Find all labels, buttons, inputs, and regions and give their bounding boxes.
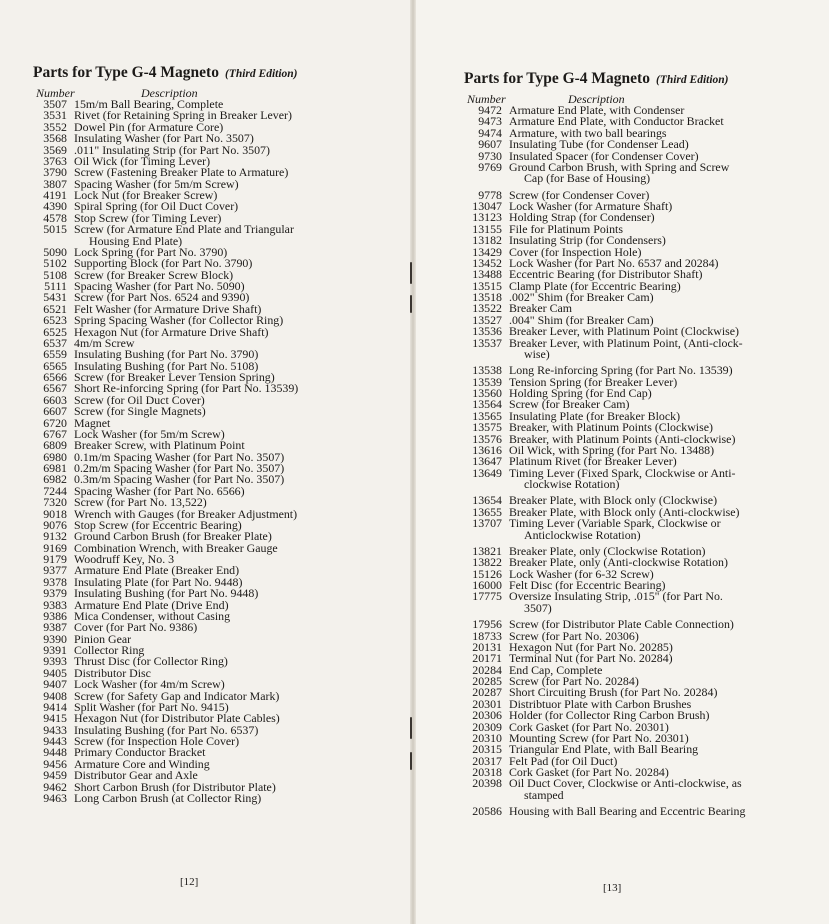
left-page-title bbox=[33, 64, 403, 82]
part-number: 4191 bbox=[43, 188, 67, 202]
part-description: Lock Washer (for Armature Shaft) bbox=[509, 199, 673, 213]
part-number: 18733 bbox=[472, 628, 502, 643]
part-description: Breaker Plate, only (Anti-clockwise Rotation) bbox=[509, 555, 728, 570]
part-number: 13564 bbox=[472, 397, 502, 412]
part-number: 13182 bbox=[472, 233, 502, 248]
part-number: 20310 bbox=[472, 730, 502, 745]
part-number: 20284 bbox=[472, 662, 502, 677]
part-description: Mica Condenser, without Casing bbox=[74, 608, 231, 623]
right-parts-list bbox=[464, 105, 816, 818]
part-description: Long Re-inforcing Spring (for Part No. 13539) bbox=[509, 363, 733, 378]
part-number: 6521 bbox=[43, 301, 67, 316]
part-number: 9378 bbox=[43, 574, 67, 589]
part-number: 9730 bbox=[478, 148, 502, 163]
part-description: Insulating Bushing (for Part No. 5108) bbox=[74, 358, 259, 373]
part-number: 9377 bbox=[43, 563, 67, 578]
part-description: Distribtuor Plate with Carbon Brushes bbox=[509, 696, 692, 711]
part-description: Screw (for Armature End Plate and Triangular bbox=[74, 222, 294, 237]
binding-staple-top bbox=[410, 262, 412, 284]
part-number: 6982 bbox=[43, 472, 67, 487]
part-description: Lock Washer (for 4m/m Screw) bbox=[74, 677, 225, 692]
part-description: Spacing Washer (for 5m/m Screw) bbox=[74, 176, 239, 191]
part-number: 3807 bbox=[43, 176, 67, 191]
part-number: 13488 bbox=[472, 267, 502, 282]
part-description: Screw (for Safety Gap and Indicator Mark) bbox=[74, 688, 280, 703]
part-description: Armature End Plate (Breaker End) bbox=[74, 563, 240, 578]
part-number: 4578 bbox=[43, 210, 67, 225]
part-description: Screw (for Breaker Lever Tension Spring) bbox=[74, 370, 275, 384]
part-number: 9408 bbox=[43, 688, 67, 703]
part-description: .004" Shim (for Breaker Cam) bbox=[509, 312, 654, 327]
part-number: 9386 bbox=[43, 608, 67, 623]
part-number: 9407 bbox=[43, 677, 67, 692]
part-number: 13565 bbox=[472, 408, 502, 423]
left-page-content bbox=[33, 64, 403, 804]
part-description: Hexagon Nut (for Armature Drive Shaft) bbox=[74, 324, 269, 339]
part-description: Oil Wick, with Spring (for Part No. 13488) bbox=[509, 442, 715, 457]
part-number: 9393 bbox=[43, 654, 67, 669]
part-description: Timing Lever (Fixed Spark, Clockwise or Anti- bbox=[509, 465, 736, 480]
part-number: 13538 bbox=[472, 363, 502, 378]
part-number: 9390 bbox=[43, 631, 67, 646]
left-page bbox=[0, 0, 414, 924]
part-description: Breaker Lever, with Platinum Point, (Anti-clock- bbox=[509, 335, 743, 350]
part-number: 13537 bbox=[472, 335, 502, 350]
part-description: Timing Lever (Variable Spark, Clockwise or bbox=[509, 516, 721, 531]
part-description: Thrust Disc (for Collector Ring) bbox=[74, 654, 228, 669]
part-description: Woodruff Key, No. 3 bbox=[74, 552, 175, 566]
part-description: Platinum Rivet (for Breaker Lever) bbox=[509, 454, 677, 469]
part-number: 13429 bbox=[472, 244, 502, 259]
part-number: 9433 bbox=[43, 722, 67, 737]
part-description: 15m/m Ball Bearing, Complete bbox=[74, 97, 224, 111]
part-number: 13518 bbox=[472, 290, 502, 304]
part-description: Insulating Strip (for Condensers) bbox=[509, 233, 666, 248]
part-number: 20318 bbox=[472, 765, 502, 779]
part-description-continued: stamped bbox=[524, 787, 564, 802]
part-description: Rivet (for Retaining Spring in Breaker Lever) bbox=[74, 108, 292, 123]
left-column-header bbox=[33, 88, 403, 99]
part-description: Short Circuiting Brush (for Part No. 20284) bbox=[509, 685, 718, 700]
part-number: 6566 bbox=[43, 370, 67, 384]
part-description: Screw (for Part No. 13,522) bbox=[74, 495, 207, 510]
part-number: 3569 bbox=[43, 142, 67, 157]
part-number: 9179 bbox=[43, 552, 67, 566]
right-description-header: Description bbox=[568, 92, 625, 106]
part-description: 0.1m/m Spacing Washer (for Part No. 3507) bbox=[74, 449, 285, 464]
part-description-continued: clockwise Rotation) bbox=[524, 477, 620, 491]
part-description: Armature, with two ball bearings bbox=[509, 125, 667, 140]
part-description: Distributor Gear and Axle bbox=[74, 768, 198, 783]
binding-staple-lower bbox=[410, 717, 412, 739]
part-number: 6720 bbox=[43, 415, 67, 430]
part-description: Armature End Plate (Drive End) bbox=[74, 597, 229, 612]
part-description: Distributor Disc bbox=[74, 665, 151, 680]
part-description: Screw (for Part No. 20284) bbox=[509, 674, 639, 688]
part-number: 5102 bbox=[43, 256, 67, 271]
part-number: 9405 bbox=[43, 665, 67, 680]
part-number: 13155 bbox=[472, 221, 502, 236]
part-description: Screw (for Distributor Plate Cable Connection) bbox=[509, 617, 734, 632]
part-number: 3568 bbox=[43, 131, 67, 146]
part-number: 9778 bbox=[478, 187, 502, 202]
part-description: Hexagon Nut (for Part No. 20285) bbox=[509, 639, 673, 654]
part-number: 20131 bbox=[472, 639, 502, 654]
part-number: 9415 bbox=[43, 711, 67, 726]
left-title-text: Parts for Type G-4 Magneto bbox=[33, 64, 219, 81]
part-description: Cork Gasket (for Part No. 20301) bbox=[509, 719, 669, 734]
part-number: 9456 bbox=[43, 756, 67, 771]
part-number: 6981 bbox=[43, 461, 67, 475]
part-description: File for Platinum Points bbox=[509, 221, 623, 236]
part-number: 3531 bbox=[43, 108, 67, 123]
part-description: Stop Screw (for Timing Lever) bbox=[74, 210, 222, 225]
part-description: Oil Wick (for Timing Lever) bbox=[74, 153, 211, 168]
part-description: Oil Duct Cover, Clockwise or Anti-clockwise, as bbox=[509, 776, 742, 791]
part-description: .002" Shim (for Breaker Cam) bbox=[509, 290, 654, 304]
left-part-row bbox=[33, 790, 403, 805]
part-number: 13539 bbox=[472, 374, 502, 389]
right-part-row bbox=[464, 591, 816, 602]
part-description: Spiral Spring (for Oil Duct Cover) bbox=[74, 199, 239, 214]
part-description: Screw (for Breaker Screw Block) bbox=[74, 267, 234, 282]
part-description: Wrench with Gauges (for Breaker Adjustment) bbox=[74, 506, 298, 521]
part-number: 6603 bbox=[43, 392, 67, 407]
part-number: 13123 bbox=[472, 210, 502, 225]
part-description: Breaker Plate, with Block only (Anti-clockwise) bbox=[509, 504, 740, 519]
right-edition-label: (Third Edition) bbox=[655, 74, 729, 86]
part-number: 9462 bbox=[43, 779, 67, 794]
part-number: 9769 bbox=[478, 159, 502, 174]
part-number: 13047 bbox=[472, 199, 502, 213]
part-number: 9018 bbox=[43, 506, 67, 521]
left-edition-label: (Third Edition) bbox=[224, 68, 298, 80]
binding-staple-upper bbox=[410, 295, 412, 313]
part-description: Pinion Gear bbox=[74, 631, 132, 646]
right-part-row bbox=[464, 806, 816, 817]
part-number: 5111 bbox=[44, 279, 67, 293]
part-description-continued: 3507) bbox=[524, 600, 552, 615]
part-description: Lock Washer (for 6-32 Screw) bbox=[509, 566, 654, 581]
part-number: 9607 bbox=[478, 137, 502, 152]
part-number: 6980 bbox=[43, 449, 67, 464]
part-description: 4m/m Screw bbox=[74, 335, 135, 350]
part-number: 3763 bbox=[43, 153, 67, 168]
part-number: 5090 bbox=[43, 244, 67, 259]
part-number: 9391 bbox=[43, 643, 67, 657]
part-description: Stop Screw (for Eccentric Bearing) bbox=[74, 517, 242, 532]
part-number: 13654 bbox=[472, 493, 502, 508]
part-number: 9169 bbox=[43, 540, 67, 555]
part-number: 20586 bbox=[472, 804, 502, 819]
part-description: Insulating Tube (for Condenser Lead) bbox=[509, 137, 689, 152]
part-description: Tension Spring (for Breaker Lever) bbox=[509, 374, 678, 389]
part-description: Oversize Insulating Strip, .015" (for Part No. bbox=[509, 589, 723, 604]
part-description: Armature Core and Winding bbox=[74, 756, 210, 771]
part-number: 13536 bbox=[472, 324, 502, 339]
part-description: Screw (for Inspection Hole Cover) bbox=[74, 734, 240, 748]
part-number: 20301 bbox=[472, 696, 502, 711]
part-description: Short Carbon Brush (for Distributor Plate) bbox=[74, 779, 276, 794]
part-number: 13647 bbox=[472, 454, 502, 469]
part-description: Ground Carbon Brush, with Spring and Screw bbox=[509, 159, 730, 174]
part-description: Mounting Screw (for Part No. 20301) bbox=[509, 730, 689, 745]
part-number: 9472 bbox=[478, 103, 502, 117]
part-number: 13655 bbox=[472, 504, 502, 519]
part-number: 6525 bbox=[43, 324, 67, 339]
part-number: 9463 bbox=[43, 790, 67, 805]
left-parts-list bbox=[33, 99, 403, 804]
right-page-number: [13] bbox=[603, 882, 622, 894]
part-number: 9459 bbox=[43, 768, 67, 783]
part-description: 0.2m/m Spacing Washer (for Part No. 3507) bbox=[74, 461, 285, 475]
part-description: Hexagon Nut (for Distributor Plate Cables) bbox=[74, 711, 280, 726]
part-number: 7320 bbox=[43, 495, 67, 510]
part-description: Short Re-inforcing Spring (for Part No. 13539) bbox=[74, 381, 299, 396]
part-description: Cover (for Inspection Hole) bbox=[509, 244, 642, 259]
right-page-content bbox=[464, 70, 816, 818]
part-number: 13515 bbox=[472, 278, 502, 293]
part-description: Housing with Ball Bearing and Eccentric Bearing bbox=[509, 804, 746, 819]
part-number: 13822 bbox=[472, 555, 502, 570]
part-description: Breaker Screw, with Platinum Point bbox=[74, 438, 245, 453]
left-page-number: [12] bbox=[180, 876, 199, 888]
part-description: Clamp Plate (for Eccentric Bearing) bbox=[509, 278, 681, 293]
part-description: Screw (for Condenser Cover) bbox=[509, 187, 650, 202]
part-description: Breaker Lever, with Platinum Point (Clockwise) bbox=[509, 324, 740, 339]
part-number: 3552 bbox=[43, 119, 67, 134]
part-number: 5108 bbox=[43, 267, 67, 282]
part-description: Armature End Plate, with Condenser bbox=[509, 103, 685, 117]
right-column-header bbox=[464, 94, 816, 105]
part-number: 6809 bbox=[43, 438, 67, 453]
part-number: 9414 bbox=[43, 699, 67, 714]
part-number: 9383 bbox=[43, 597, 67, 612]
part-number: 13452 bbox=[472, 255, 502, 270]
part-number: 9387 bbox=[43, 620, 67, 635]
part-number: 9473 bbox=[478, 114, 502, 129]
part-description: Primary Conductor Bracket bbox=[74, 745, 206, 760]
part-number: 13560 bbox=[472, 386, 502, 400]
part-number: 5015 bbox=[43, 222, 67, 237]
part-description: Insulating Bushing (for Part No. 6537) bbox=[74, 722, 259, 737]
part-description: Split Washer (for Part No. 9415) bbox=[74, 699, 229, 714]
right-part-row bbox=[464, 778, 816, 789]
part-description: Holder (for Collector Ring Carbon Brush) bbox=[509, 708, 710, 723]
part-description: Triangular End Plate, with Ball Bearing bbox=[509, 742, 699, 757]
part-description: Cork Gasket (for Part No. 20284) bbox=[509, 765, 669, 779]
part-number: 5431 bbox=[43, 290, 67, 305]
part-number: 6767 bbox=[43, 426, 67, 441]
right-part-row-continuation bbox=[464, 787, 816, 802]
part-description: Eccentric Bearing (for Distributor Shaft) bbox=[509, 267, 703, 282]
part-description: Armature End Plate, with Conductor Bracket bbox=[509, 114, 724, 129]
part-description-continued: Cap (for Base of Housing) bbox=[524, 171, 651, 186]
part-number: 15126 bbox=[472, 566, 502, 581]
book-gutter bbox=[410, 0, 416, 924]
part-description: Screw (for Part Nos. 6524 and 9390) bbox=[74, 290, 250, 305]
part-number: 9448 bbox=[43, 745, 67, 760]
part-description: Felt Pad (for Oil Duct) bbox=[509, 753, 618, 768]
part-description: Screw (for Breaker Cam) bbox=[509, 397, 630, 412]
right-page-title bbox=[464, 70, 816, 88]
part-number: 9474 bbox=[478, 125, 502, 140]
part-number: 20285 bbox=[472, 674, 502, 688]
part-description: Breaker Plate, only (Clockwise Rotation) bbox=[509, 543, 706, 558]
part-description: Cover (for Part No. 9386) bbox=[74, 620, 198, 635]
part-number: 6523 bbox=[43, 313, 67, 328]
part-number: 6559 bbox=[43, 347, 67, 362]
part-description: Insulated Spacer (for Condenser Cover) bbox=[509, 148, 699, 163]
part-description: End Cap, Complete bbox=[509, 662, 603, 677]
left-number-header: Number bbox=[36, 86, 75, 100]
part-description: Lock Washer (for Part No. 6537 and 20284) bbox=[509, 255, 719, 270]
part-description: Felt Washer (for Armature Drive Shaft) bbox=[74, 301, 262, 316]
left-description-header: Description bbox=[141, 86, 198, 100]
part-number: 3790 bbox=[43, 165, 67, 180]
part-description: Lock Nut (for Breaker Screw) bbox=[74, 188, 218, 202]
part-description: Combination Wrench, with Breaker Gauge bbox=[74, 540, 278, 555]
part-number: 6607 bbox=[43, 404, 67, 419]
right-part-row bbox=[464, 465, 816, 480]
right-part-row-continuation bbox=[464, 600, 816, 615]
part-number: 7244 bbox=[43, 483, 67, 498]
part-number: 17956 bbox=[472, 617, 502, 632]
part-description: Ground Carbon Brush (for Breaker Plate) bbox=[74, 529, 272, 544]
part-description: Magnet bbox=[74, 415, 111, 430]
part-description-continued: wise) bbox=[524, 346, 550, 361]
part-number: 13576 bbox=[472, 431, 502, 446]
part-number: 20171 bbox=[472, 651, 502, 666]
part-description: Insulating Plate (for Breaker Block) bbox=[509, 408, 681, 423]
part-number: 13649 bbox=[472, 465, 502, 480]
part-number: 6565 bbox=[43, 358, 67, 373]
part-description: Terminal Nut (for Part No. 20284) bbox=[509, 651, 673, 666]
part-description: Lock Washer (for 5m/m Screw) bbox=[74, 426, 225, 441]
part-description: Breaker Plate, with Block only (Clockwise) bbox=[509, 493, 718, 508]
part-description: Breaker, with Platinum Points (Clockwise) bbox=[509, 420, 713, 435]
part-description: Spacing Washer (for Part No. 6566) bbox=[74, 483, 245, 498]
part-number: 20315 bbox=[472, 742, 502, 757]
right-part-row-continuation bbox=[464, 479, 816, 490]
part-number: 17775 bbox=[472, 589, 502, 604]
part-description: Screw (for Single Magnets) bbox=[74, 404, 206, 419]
part-description-continued: Anticlockwise Rotation) bbox=[524, 527, 641, 542]
part-number: 16000 bbox=[472, 578, 502, 592]
part-number: 13707 bbox=[472, 516, 502, 531]
part-description: Felt Disc (for Eccentric Bearing) bbox=[509, 578, 666, 592]
part-description: Spacing Washer (for Part No. 5090) bbox=[74, 279, 245, 293]
part-number: 13575 bbox=[472, 420, 502, 435]
part-number: 20309 bbox=[472, 719, 502, 734]
right-part-row-continuation bbox=[464, 527, 816, 542]
part-description: Supporting Block (for Part No. 3790) bbox=[74, 256, 253, 271]
part-description: Screw (Fastening Breaker Plate to Armature) bbox=[74, 165, 289, 180]
part-description: Screw (for Oil Duct Cover) bbox=[74, 392, 205, 407]
right-title-text: Parts for Type G-4 Magneto bbox=[464, 70, 650, 87]
part-number: 9132 bbox=[43, 529, 67, 544]
binding-staple-bottom bbox=[410, 752, 412, 770]
right-part-row bbox=[464, 335, 816, 350]
part-description: Breaker Cam bbox=[509, 301, 573, 316]
part-description: Screw (for Part No. 20306) bbox=[509, 628, 639, 643]
part-number: 6567 bbox=[43, 381, 67, 396]
part-description: Spring Spacing Washer (for Collector Ring) bbox=[74, 313, 284, 328]
part-description: Holding Strap (for Condenser) bbox=[509, 210, 655, 225]
part-description: Collector Ring bbox=[74, 643, 145, 657]
part-description: Insulating Bushing (for Part No. 9448) bbox=[74, 586, 259, 601]
part-description: Insulating Plate (for Part No. 9448) bbox=[74, 574, 243, 589]
right-part-row-continuation bbox=[464, 173, 816, 184]
part-number: 13821 bbox=[472, 543, 502, 558]
part-number: 4390 bbox=[43, 199, 67, 214]
part-description: Insulating Washer (for Part No. 3507) bbox=[74, 131, 254, 146]
part-description: Insulating Bushing (for Part No. 3790) bbox=[74, 347, 259, 362]
part-description: Long Carbon Brush (at Collector Ring) bbox=[74, 790, 262, 805]
part-number: 20306 bbox=[472, 708, 502, 723]
part-number: 13616 bbox=[472, 442, 502, 457]
part-description: Holding Spring (for End Cap) bbox=[509, 386, 652, 400]
part-number: 20287 bbox=[472, 685, 502, 700]
part-number: 9076 bbox=[43, 517, 67, 532]
part-description: 0.3m/m Spacing Washer (for Part No. 3507) bbox=[74, 472, 285, 487]
part-number: 6537 bbox=[43, 335, 67, 350]
part-description: Lock Spring (for Part No. 3790) bbox=[74, 244, 228, 259]
part-description-continued: Housing End Plate) bbox=[89, 233, 183, 248]
part-number: 9443 bbox=[43, 734, 67, 748]
part-number: 13522 bbox=[472, 301, 502, 316]
part-description: Breaker, with Platinum Points (Anti-clockwise) bbox=[509, 431, 736, 446]
part-number: 3507 bbox=[43, 97, 67, 111]
part-description: .011" Insulating Strip (for Part No. 3507) bbox=[74, 142, 270, 157]
part-number: 13527 bbox=[472, 312, 502, 327]
part-description: Dowel Pin (for Armature Core) bbox=[74, 119, 224, 134]
right-part-row-continuation bbox=[464, 346, 816, 361]
part-number: 20398 bbox=[472, 776, 502, 791]
right-number-header: Number bbox=[467, 92, 506, 106]
part-number: 9379 bbox=[43, 586, 67, 601]
part-number: 20317 bbox=[472, 753, 502, 768]
